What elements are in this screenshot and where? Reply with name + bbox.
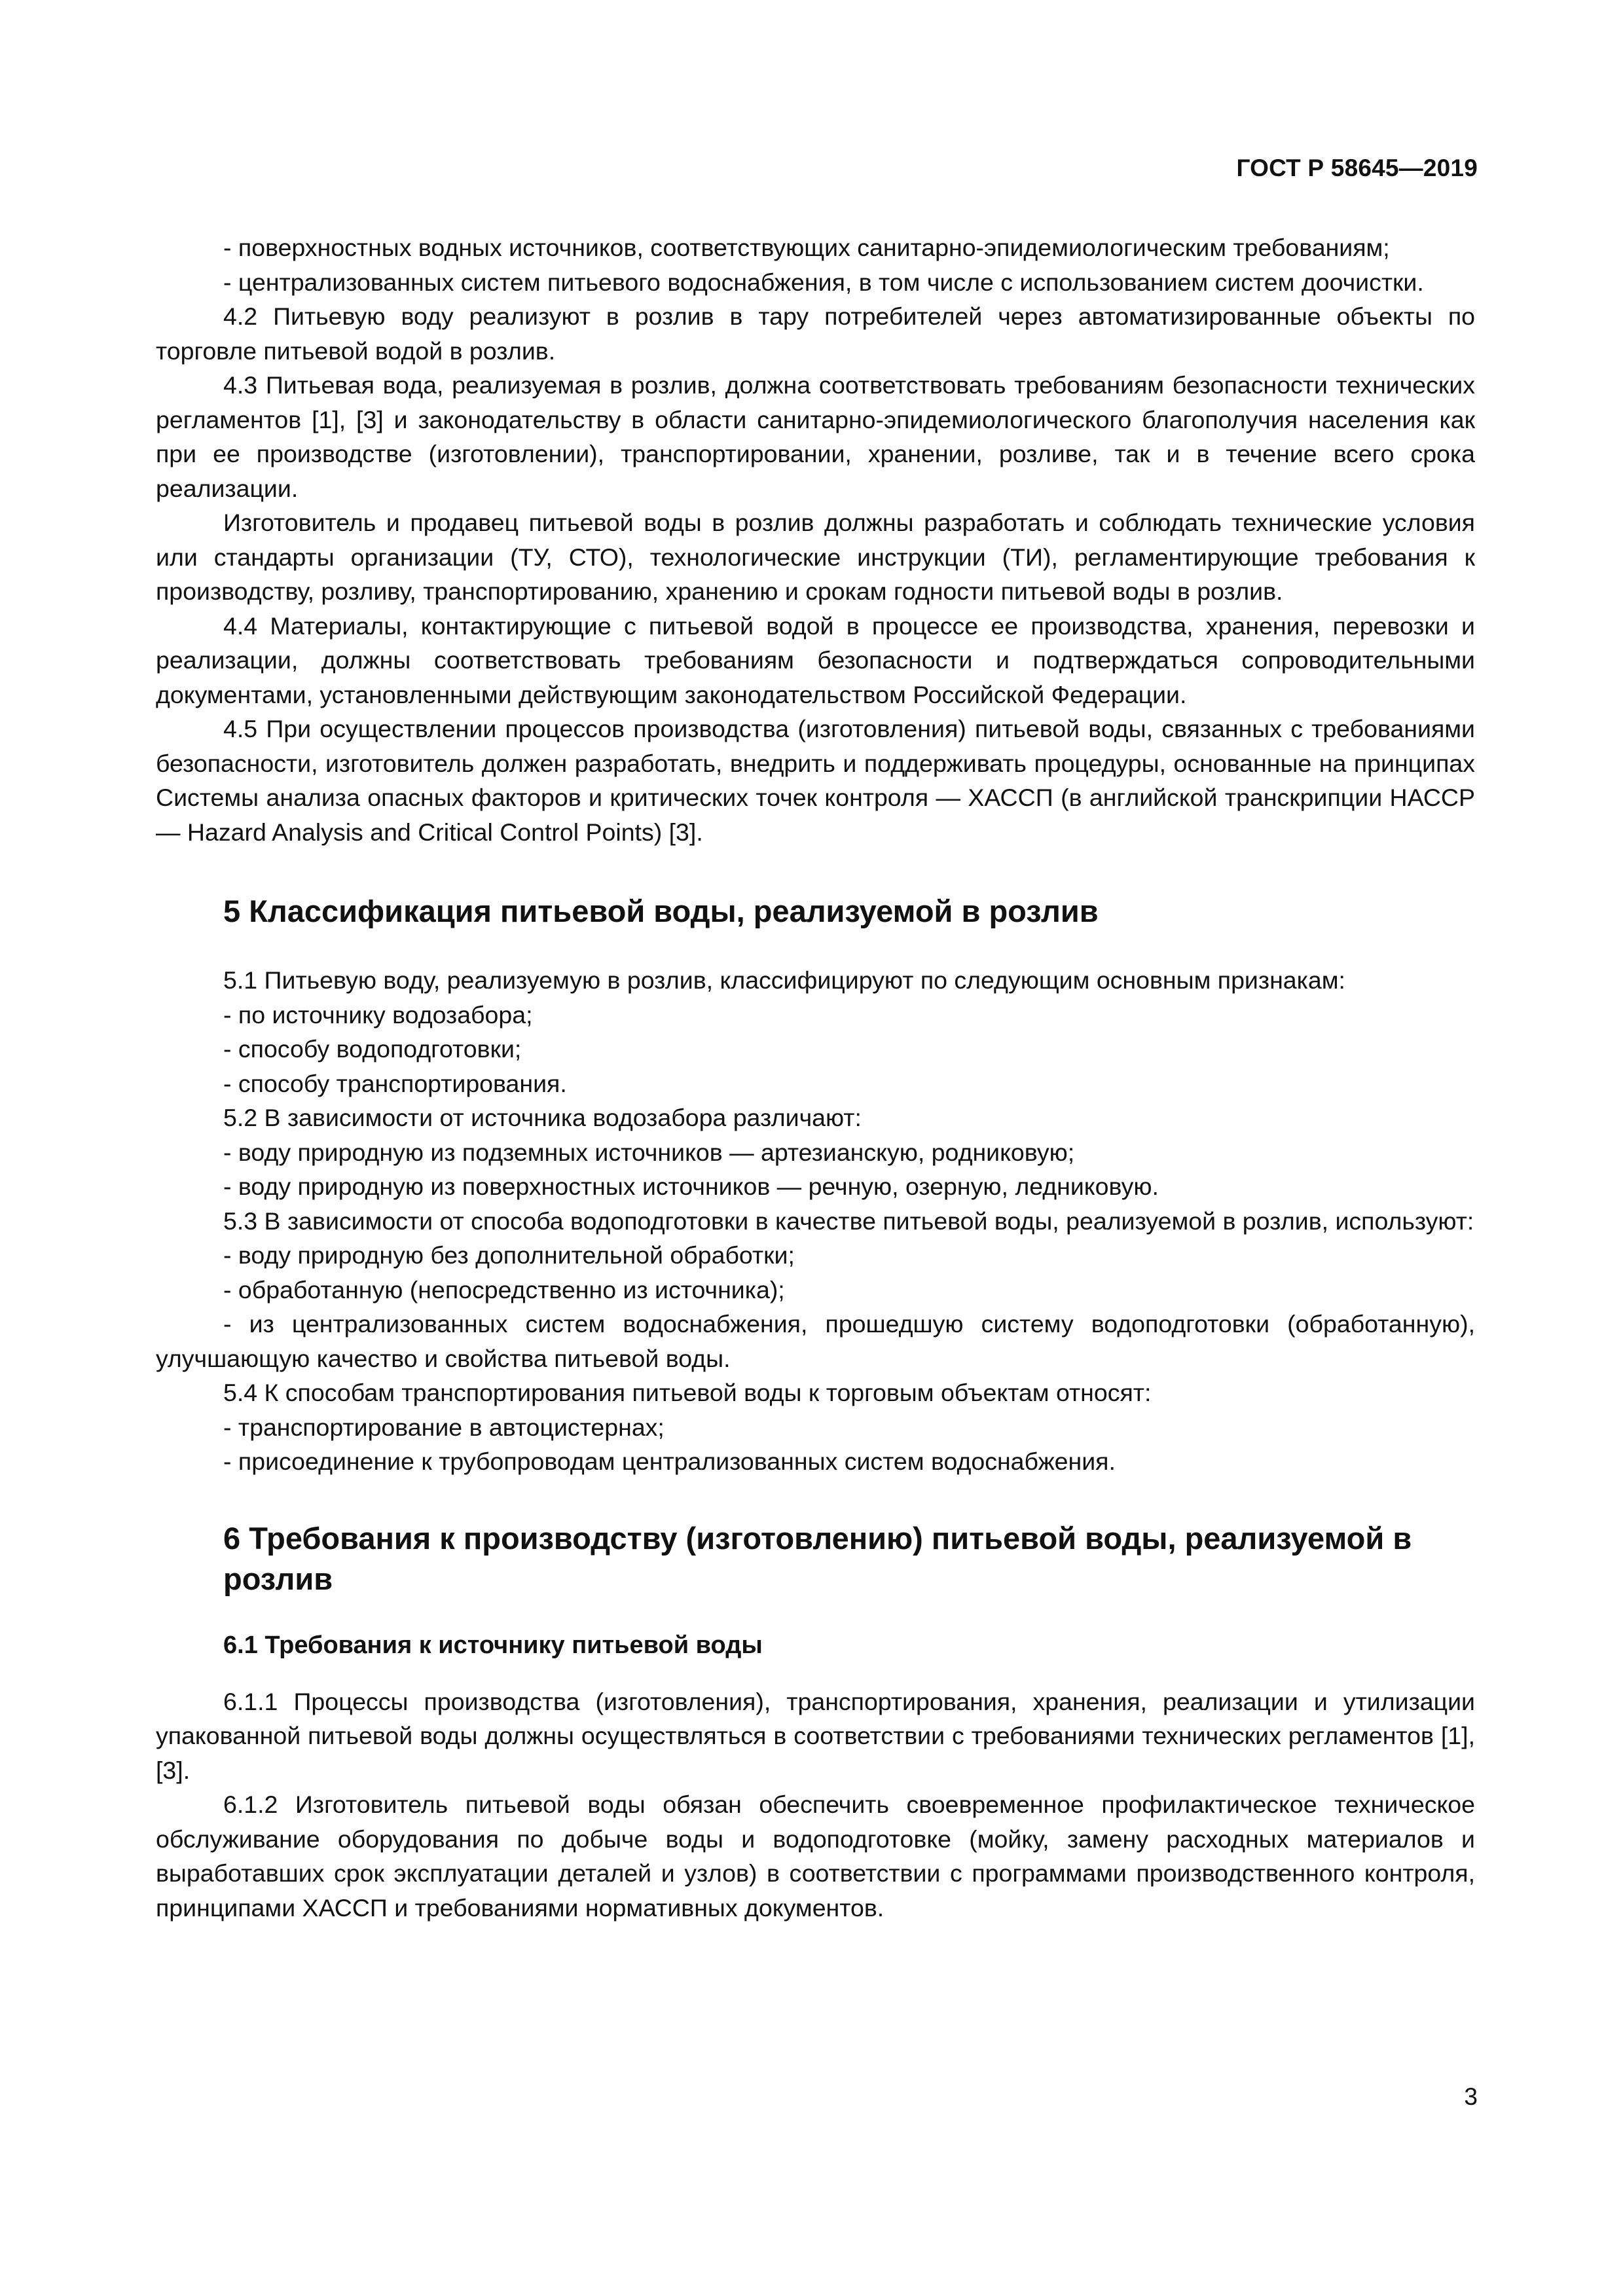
list-item: - воду природную без дополнительной обработки; bbox=[223, 1241, 795, 1269]
list-item: - присоединение к трубопроводам централизованных систем водоснабжения. bbox=[223, 1448, 1116, 1475]
paragraph-5-3: 5.3 В зависимости от способа водоподготовки в качестве питьевой воды, реализуемой в розлив, используют: bbox=[223, 1207, 1474, 1235]
paragraph-5-1: 5.1 Питьевую воду, реализуемую в розлив, классифицируют по следующим основным признакам: bbox=[223, 966, 1345, 994]
document-body bbox=[156, 230, 1475, 1925]
list-item: - из централизованных систем водоснабжения, прошедшую систему водоподготовки (обработанную), улучшающую качество и свойства питьевой воды. bbox=[156, 1310, 1475, 1372]
list-item: - по источнику водозабора; bbox=[223, 1000, 533, 1029]
paragraph-surface-sources: - поверхностных водных источников, соответствующих санитарно-эпидемиологическим требованиям; bbox=[223, 234, 1390, 261]
paragraph-4-3-manufacturer: Изготовитель и продавец питьевой воды в розлив должны разработать и соблюдать технические условия или стандарты организации (ТУ, СТО), технологические инструкции (ТИ), регламентирующие требования к производству, розливу, транспортированию, хранению и срокам годности питьевой воды в розлив. bbox=[156, 509, 1475, 605]
paragraph-4-4: 4.4 Материалы, контактирующие с питьевой водой в процессе ее производства, хранения, перевозки и реализации, должны соответствовать требованиям безопасности и подтверждаться сопроводительными документами, установленными действующим законодательством Российской Федерации. bbox=[156, 611, 1475, 708]
list-item: - способу водоподготовки; bbox=[223, 1035, 522, 1063]
list-item: - транспортирование в автоцистернах; bbox=[223, 1413, 665, 1441]
paragraph-4-3: 4.3 Питьевая вода, реализуемая в розлив, должна соответствовать требованиям безопасности технических регламентов [1], [3] и законодательству в области санитарно-эпидемиологического благополучия населения как при ее производстве (изготовлении), транспортировании, хранении, розливе, так и в течение всего срока реализации. bbox=[156, 371, 1475, 502]
list-item: - воду природную из поверхностных источников — речную, озерную, ледниковую. bbox=[223, 1173, 1159, 1200]
paragraph-5-2: 5.2 В зависимости от источника водозабора различают: bbox=[223, 1104, 862, 1131]
section-5-heading: 5 Классификация питьевой воды, реализуемой в розлив bbox=[223, 894, 1099, 928]
list-item: - воду природную из подземных источников — артезианскую, родниковую; bbox=[223, 1138, 1075, 1166]
paragraph-4-2: 4.2 Питьевую воду реализуют в розлив в тару потребителей через автоматизированные объекты по торговле питьевой водой в розлив. bbox=[156, 302, 1475, 365]
paragraph-5-4: 5.4 К способам транспортирования питьевой воды к торговым объектам относят: bbox=[223, 1379, 1152, 1406]
subsection-6-1-heading: 6.1 Требования к источнику питьевой воды bbox=[223, 1631, 763, 1659]
page-number: 3 bbox=[1464, 2083, 1478, 2110]
paragraph-6-1-2: 6.1.2 Изготовитель питьевой воды обязан обеспечить своевременное профилактическое техническое обслуживание оборудования по добыче воды и водоподготовке (мойку, замену расходных материалов и выработавших срок эксплуатации деталей и узлов) в соответствии с программами производственного контроля, принципами ХАССП и требованиями нормативных документов. bbox=[156, 1791, 1475, 1922]
paragraph-centralized-systems: - централизованных систем питьевого водоснабжения, в том числе с использованием систем доочистки. bbox=[223, 268, 1424, 296]
section-6-heading: 6 Требования к производству (изготовлению) питьевой воды, реализуемой в розлив bbox=[223, 1520, 1412, 1596]
list-item: - обработанную (непосредственно из источника); bbox=[223, 1275, 785, 1303]
list-item: - способу транспортирования. bbox=[223, 1069, 567, 1097]
paragraph-4-5: 4.5 При осуществлении процессов производства (изготовления) питьевой воды, связанных с требованиями безопасности, изготовитель должен разработать, внедрить и поддерживать процедуры, основанные на принципах Системы анализа опасных факторов и критических точек контроля — ХАССП (в английской транскрипции НАССР — Hazard Analysis and Critical Control Points) [3]. bbox=[156, 715, 1475, 846]
paragraph-6-1-1: 6.1.1 Процессы производства (изготовления), транспортирования, хранения, реализации и утилизации упакованной питьевой воды должны осуществляться в соответствии с требованиями технических регламентов [1], [3]. bbox=[156, 1687, 1475, 1784]
document-header-id: ГОСТ Р 58645—2019 bbox=[1236, 155, 1478, 181]
